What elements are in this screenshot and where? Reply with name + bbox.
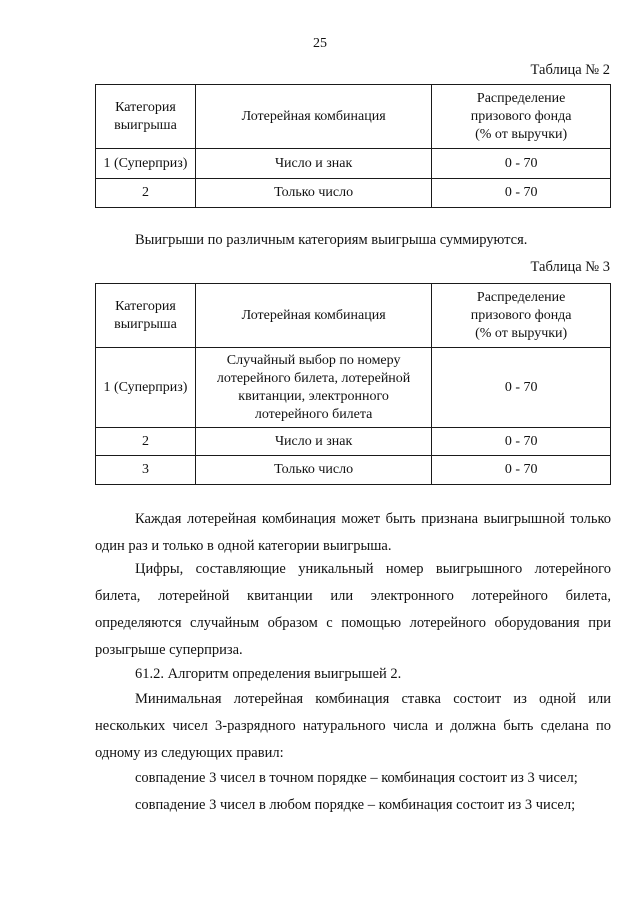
table-2-header-category: Категория выигрыша: [96, 85, 196, 149]
page-number: 25: [313, 36, 327, 51]
cell-distribution: 0 - 70: [432, 456, 611, 485]
cell-distribution: 0 - 70: [432, 149, 611, 179]
paragraph-min-combination: Минимальная лотерейная комбинация ставка состоит из одной или нескольких чисел 3-разрядного натурального числа и должна быть сделана по одному из следующих правил:: [95, 691, 611, 761]
section-heading-algorithm-2: 61.2. Алгоритм определения выигрышей 2.: [135, 666, 402, 682]
cell-combination: Только число: [195, 179, 431, 208]
cell-category: 1 (Суперприз): [96, 149, 196, 179]
cell-category: 2: [96, 179, 196, 208]
cell-distribution: 0 - 70: [432, 428, 611, 456]
table-row: [96, 149, 611, 179]
table-row: [96, 179, 611, 208]
paragraph-winning-once: Каждая лотерейная комбинация может быть признана выигрышной только один раз и только в одной категории выигрыша.: [95, 511, 611, 554]
cell-combination: Число и знак: [195, 149, 431, 179]
table-3-header-category: Категория выигрыша: [96, 284, 196, 348]
cell-combination: Только число: [195, 456, 431, 485]
table-row: [96, 456, 611, 485]
table-3-header-distribution: Распределение призового фонда (% от выручки): [432, 284, 611, 348]
table-row: [96, 428, 611, 456]
table-3: [95, 283, 611, 485]
table-3-header-combination: Лотерейная комбинация: [195, 284, 431, 348]
table-3-header-row: [96, 284, 611, 348]
paragraph-superprize-digits: Цифры, составляющие уникальный номер выигрышного лотерейного билета, лотерейной квитанции или электронного лотерейного билета, определяются случайным образом с помощью лотерейного оборудования при розыгрыше суперприза.: [95, 561, 611, 658]
cell-combination: Число и знак: [195, 428, 431, 456]
summation-note: Выигрыши по различным категориям выигрыша суммируются.: [135, 232, 528, 248]
cell-distribution: 0 - 70: [432, 179, 611, 208]
rule-any-order: совпадение 3 чисел в любом порядке – комбинация состоит из 3 чисел;: [135, 797, 576, 813]
cell-distribution: 0 - 70: [432, 348, 611, 428]
table-2-header-combination: Лотерейная комбинация: [195, 85, 431, 149]
table-row: [96, 348, 611, 428]
table-2: [95, 84, 611, 208]
cell-combination: Случайный выбор по номеру лотерейного билета, лотерейной квитанции, электронного лотерейного билета: [195, 348, 431, 428]
rule-exact-order: совпадение 3 чисел в точном порядке – комбинация состоит из 3 чисел;: [135, 770, 578, 786]
cell-category: 3: [96, 456, 196, 485]
cell-category: 1 (Суперприз): [96, 348, 196, 428]
table-3-caption: Таблица № 3: [530, 259, 610, 275]
table-2-header-row: [96, 85, 611, 149]
table-2-header-distribution: Распределение призового фонда (% от выручки): [432, 85, 611, 149]
cell-category: 2: [96, 428, 196, 456]
table-2-caption: Таблица № 2: [530, 62, 610, 78]
